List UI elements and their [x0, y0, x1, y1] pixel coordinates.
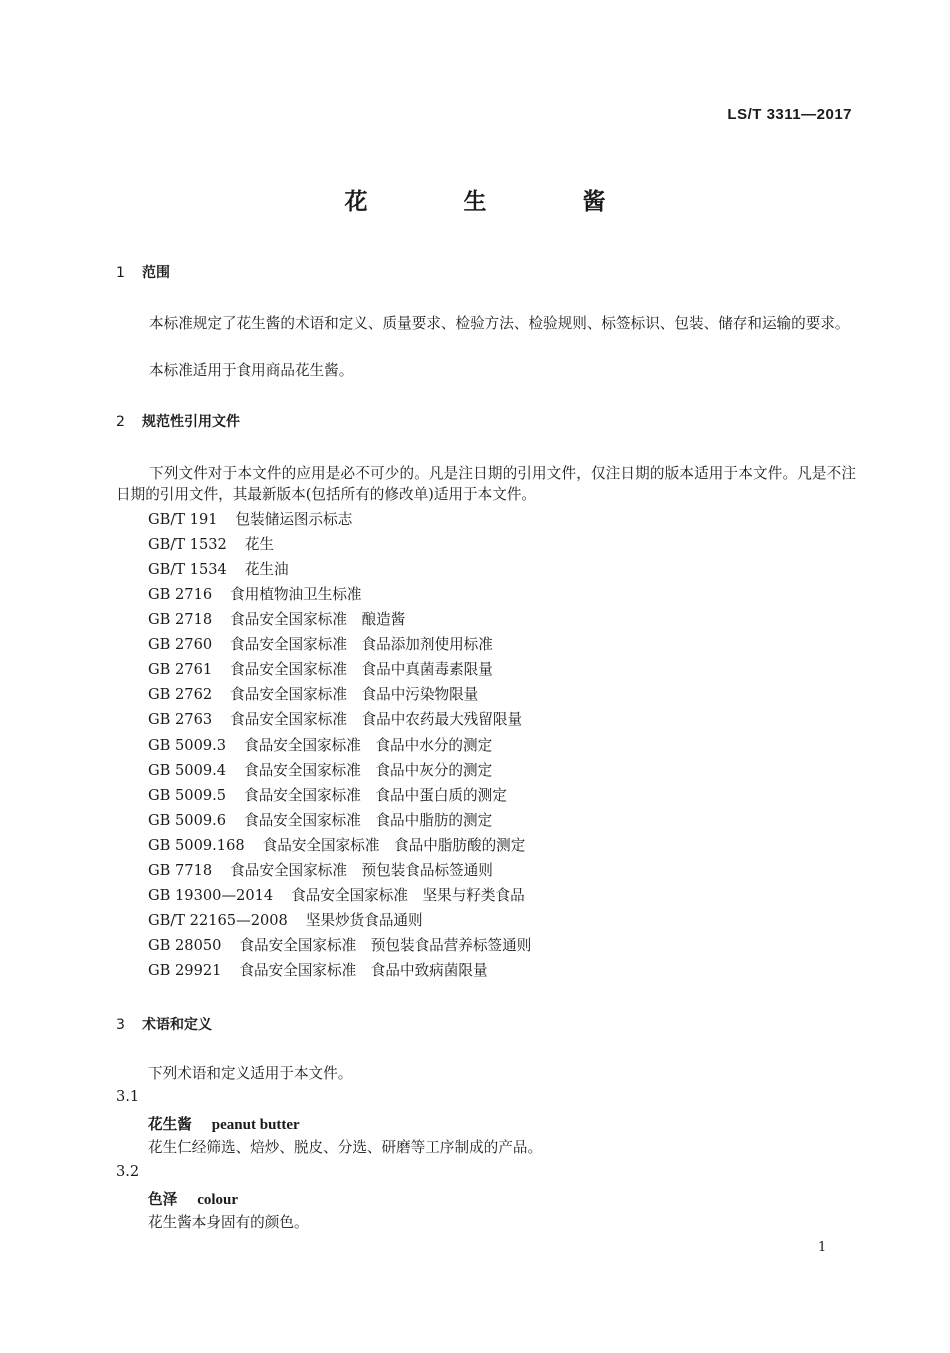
reference-code: GB 2716: [148, 586, 213, 603]
page-number: 1: [818, 1240, 827, 1255]
term-entry: [148, 1188, 238, 1209]
reference-item: [148, 761, 492, 781]
terms-intro: 下列术语和定义适用于本文件。: [148, 1065, 353, 1082]
term-chinese: 色泽: [148, 1191, 178, 1208]
reference-name: 花生: [244, 536, 275, 553]
references-intro-paragraph: 下列文件对于本文件的应用是必不可少的。凡是注日期的引用文件，仅注日期的版本适用于本文件。凡是不注日期的引用文件，其最新版本(包括所有的修改单)适用于本文件。: [116, 465, 856, 503]
reference-name: 食品安全国家标准 酿造酱: [230, 611, 406, 628]
reference-name: 食品安全国家标准 食品中致病菌限量: [239, 962, 488, 979]
reference-code: GB 2761: [148, 661, 213, 678]
reference-name: 食品安全国家标准 食品中脂肪的测定: [244, 812, 493, 829]
reference-name: 食品安全国家标准 食品添加剂使用标准: [230, 636, 493, 653]
reference-item: [148, 811, 492, 831]
document-title: 花 生 酱: [344, 189, 650, 215]
term-number: 3.1: [116, 1088, 140, 1105]
term-chinese: 花生酱: [148, 1116, 192, 1133]
reference-name: 食品安全国家标准 食品中真菌毒素限量: [230, 661, 493, 678]
reference-name: 包装储运图示标志: [235, 511, 353, 528]
scope-paragraph-1: 本标准规定了花生酱的术语和定义、质量要求、检验方法、检验规则、标签标识、包装、储存和运输的要求。: [149, 315, 850, 332]
reference-code: GB 19300—2014: [148, 887, 274, 904]
section-number: 3: [116, 1017, 125, 1033]
section-title: 范围: [142, 265, 170, 281]
reference-name: 食品安全国家标准 坚果与籽类食品: [291, 887, 525, 904]
reference-item: [148, 535, 274, 555]
section-heading-terms-definitions: [116, 1014, 212, 1034]
reference-code: GB/T 1534: [148, 561, 227, 578]
reference-item: [148, 685, 478, 705]
reference-name: 食品安全国家标准 食品中灰分的测定: [244, 762, 493, 779]
reference-name: 食品安全国家标准 预包装食品标签通则: [230, 862, 493, 879]
reference-item: [148, 836, 525, 856]
reference-code: GB 5009.3: [148, 737, 227, 754]
reference-code: GB/T 191: [148, 511, 218, 528]
reference-item: [148, 736, 492, 756]
reference-item: [148, 710, 522, 730]
term-definition: 花生酱本身固有的颜色。: [148, 1214, 309, 1231]
reference-item: [148, 911, 423, 931]
section-number: 1: [116, 265, 125, 281]
reference-code: GB/T 1532: [148, 536, 227, 553]
reference-code: GB 2763: [148, 711, 213, 728]
reference-item: [148, 585, 362, 605]
section-title: 术语和定义: [142, 1017, 212, 1033]
scope-paragraph-2: 本标准适用于食用商品花生酱。: [149, 362, 354, 379]
reference-item: [148, 786, 507, 806]
document-code: LS/T 3311—2017: [727, 106, 852, 123]
reference-name: 坚果炒货食品通则: [305, 912, 423, 929]
reference-name: 食品安全国家标准 食品中脂肪酸的测定: [262, 837, 526, 854]
reference-code: GB 2760: [148, 636, 213, 653]
term-english: colour: [197, 1192, 239, 1208]
term-english: peanut butter: [211, 1117, 300, 1133]
reference-code: GB 5009.6: [148, 812, 227, 829]
reference-item: [148, 560, 289, 580]
reference-code: GB 5009.5: [148, 787, 227, 804]
reference-name: 食用植物油卫生标准: [230, 586, 362, 603]
reference-name: 食品安全国家标准 食品中蛋白质的测定: [244, 787, 507, 804]
reference-code: GB 2762: [148, 686, 213, 703]
reference-code: GB 7718: [148, 862, 213, 879]
reference-item: [148, 861, 493, 881]
reference-item: [148, 635, 493, 655]
reference-item: [148, 936, 531, 956]
reference-name: 食品安全国家标准 预包装食品营养标签通则: [239, 937, 532, 954]
section-heading-scope: [116, 262, 170, 282]
reference-code: GB 5009.168: [148, 837, 245, 854]
reference-item: [148, 660, 493, 680]
reference-item: [148, 510, 352, 530]
term-entry: [148, 1113, 300, 1134]
section-heading-normative-references: [116, 411, 240, 431]
reference-name: 花生油: [244, 561, 289, 578]
term-number: 3.2: [116, 1163, 140, 1180]
reference-code: GB 5009.4: [148, 762, 227, 779]
reference-code: GB 28050: [148, 937, 222, 954]
reference-name: 食品安全国家标准 食品中农药最大残留限量: [230, 711, 523, 728]
section-title: 规范性引用文件: [142, 414, 240, 430]
reference-name: 食品安全国家标准 食品中水分的测定: [244, 737, 493, 754]
reference-item: [148, 886, 525, 906]
reference-item: [148, 961, 488, 981]
reference-item: [148, 610, 405, 630]
reference-code: GB/T 22165—2008: [148, 912, 288, 929]
reference-code: GB 2718: [148, 611, 213, 628]
reference-name: 食品安全国家标准 食品中污染物限量: [230, 686, 479, 703]
section-number: 2: [116, 414, 125, 430]
term-definition: 花生仁经筛选、焙炒、脱皮、分选、研磨等工序制成的产品。: [148, 1139, 543, 1156]
reference-code: GB 29921: [148, 962, 222, 979]
